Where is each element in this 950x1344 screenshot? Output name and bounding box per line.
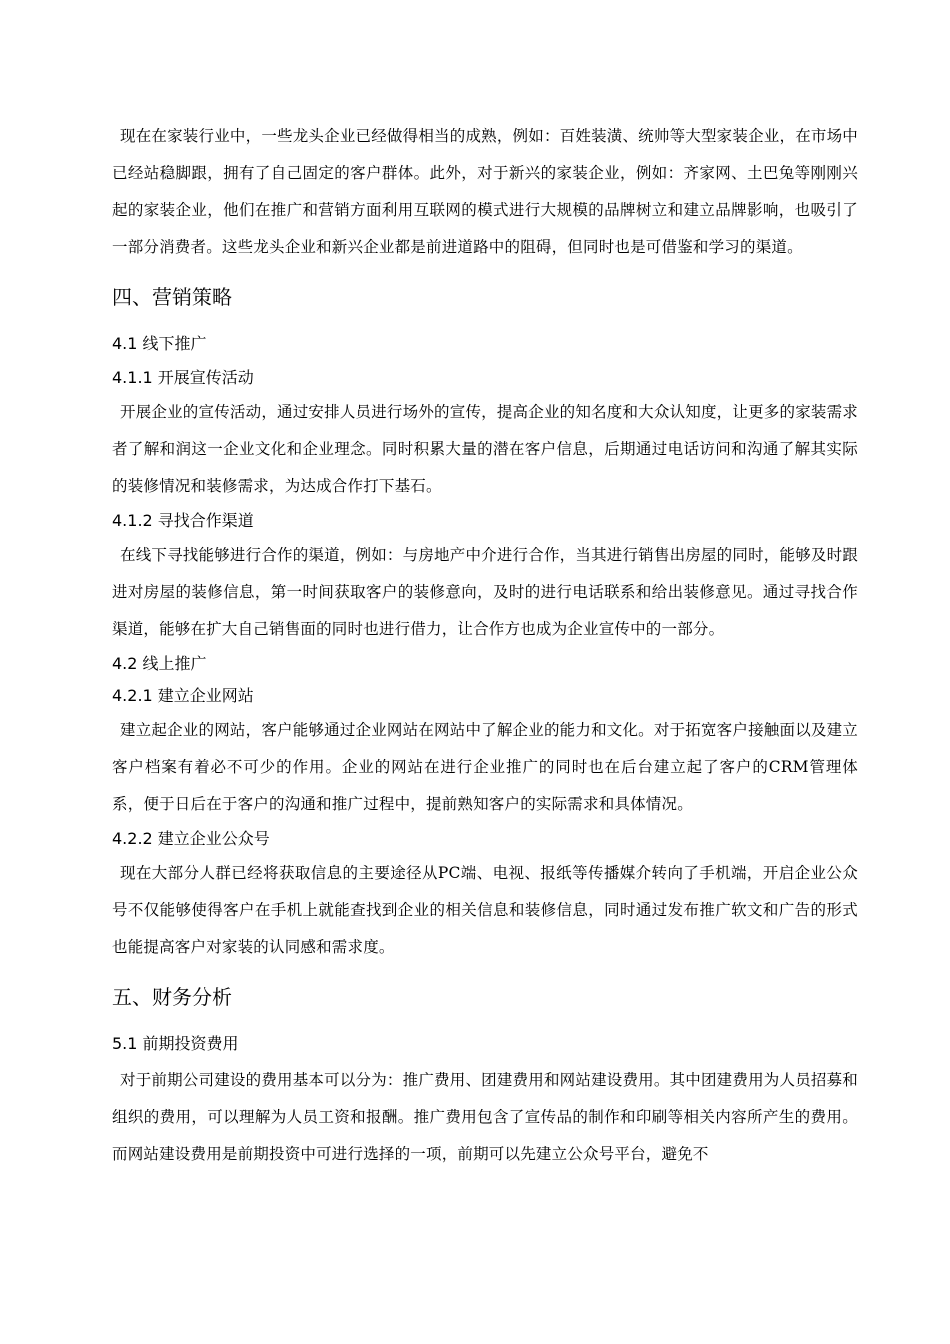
document-page (112, 118, 858, 1173)
heading-marketing-strategy: 四、营销策略 (112, 285, 232, 309)
heading-online-promotion: 4.2 线上推广 (112, 654, 207, 673)
heading-financial-analysis: 五、财务分析 (112, 985, 232, 1009)
heading-partner-channels: 4.1.2 寻找合作渠道 (112, 511, 254, 530)
heading-official-account: 4.2.2 建立企业公众号 (112, 829, 270, 848)
heading-company-website: 4.2.1 建立企业网站 (112, 686, 254, 705)
paragraph-official-account: 现在大部分人群已经将获取信息的主要途径从PC端、电视、报纸等传播媒介转向了手机端，开启企业公众号不仅能够使得客户在手机上就能查找到企业的相关信息和装修信息，同时通过发布推广软文和广告的形式也能提高客户对家装的认同感和需求度。 (112, 864, 858, 956)
heading-offline-promotion: 4.1 线下推广 (112, 334, 207, 353)
heading-initial-investment: 5.1 前期投资费用 (112, 1034, 239, 1053)
paragraph-initial-investment: 对于前期公司建设的费用基本可以分为：推广费用、团建费用和网站建设费用。其中团建费用为人员招募和组织的费用，可以理解为人员工资和报酬。推广费用包含了宣传品的制作和印刷等相关内容所产生的费用。而网站建设费用是前期投资中可进行选择的一项，前期可以先建立公众号平台，避免不 (112, 1071, 858, 1163)
paragraph-company-website: 建立起企业的网站，客户能够通过企业网站在网站中了解企业的能力和文化。对于拓宽客户接触面以及建立客户档案有着必不可少的作用。企业的网站在进行企业推广的同时也在后台建立起了客户的CRM管理体系，便于日后在于客户的沟通和推广过程中，提前熟知客户的实际需求和具体情况。 (112, 721, 858, 813)
paragraph-promo-activities: 开展企业的宣传活动，通过安排人员进行场外的宣传，提高企业的知名度和大众认知度，让更多的家装需求者了解和润这一企业文化和企业理念。同时积累大量的潜在客户信息，后期通过电话访问和沟通了解其实际的装修情况和装修需求，为达成合作打下基石。 (112, 403, 858, 495)
paragraph-partner-channels: 在线下寻找能够进行合作的渠道，例如：与房地产中介进行合作，当其进行销售出房屋的同时，能够及时跟进对房屋的装修信息，第一时间获取客户的装修意向，及时的进行电话联系和给出装修意见。通过寻找合作渠道，能够在扩大自己销售面的同时也进行借力，让合作方也成为企业宣传中的一部分。 (112, 546, 858, 638)
paragraph-competitors: 现在在家装行业中，一些龙头企业已经做得相当的成熟，例如：百姓装潢、统帅等大型家装企业，在市场中已经站稳脚跟，拥有了自己固定的客户群体。此外，对于新兴的家装企业，例如：齐家网、土巴兔等刚刚兴起的家装企业，他们在推广和营销方面利用互联网的模式进行大规模的品牌树立和建立品牌影响，也吸引了一部分消费者。这些龙头企业和新兴企业都是前进道路中的阻碍，但同时也是可借鉴和学习的渠道。 (112, 127, 858, 256)
heading-promo-activities: 4.1.1 开展宣传活动 (112, 368, 254, 387)
